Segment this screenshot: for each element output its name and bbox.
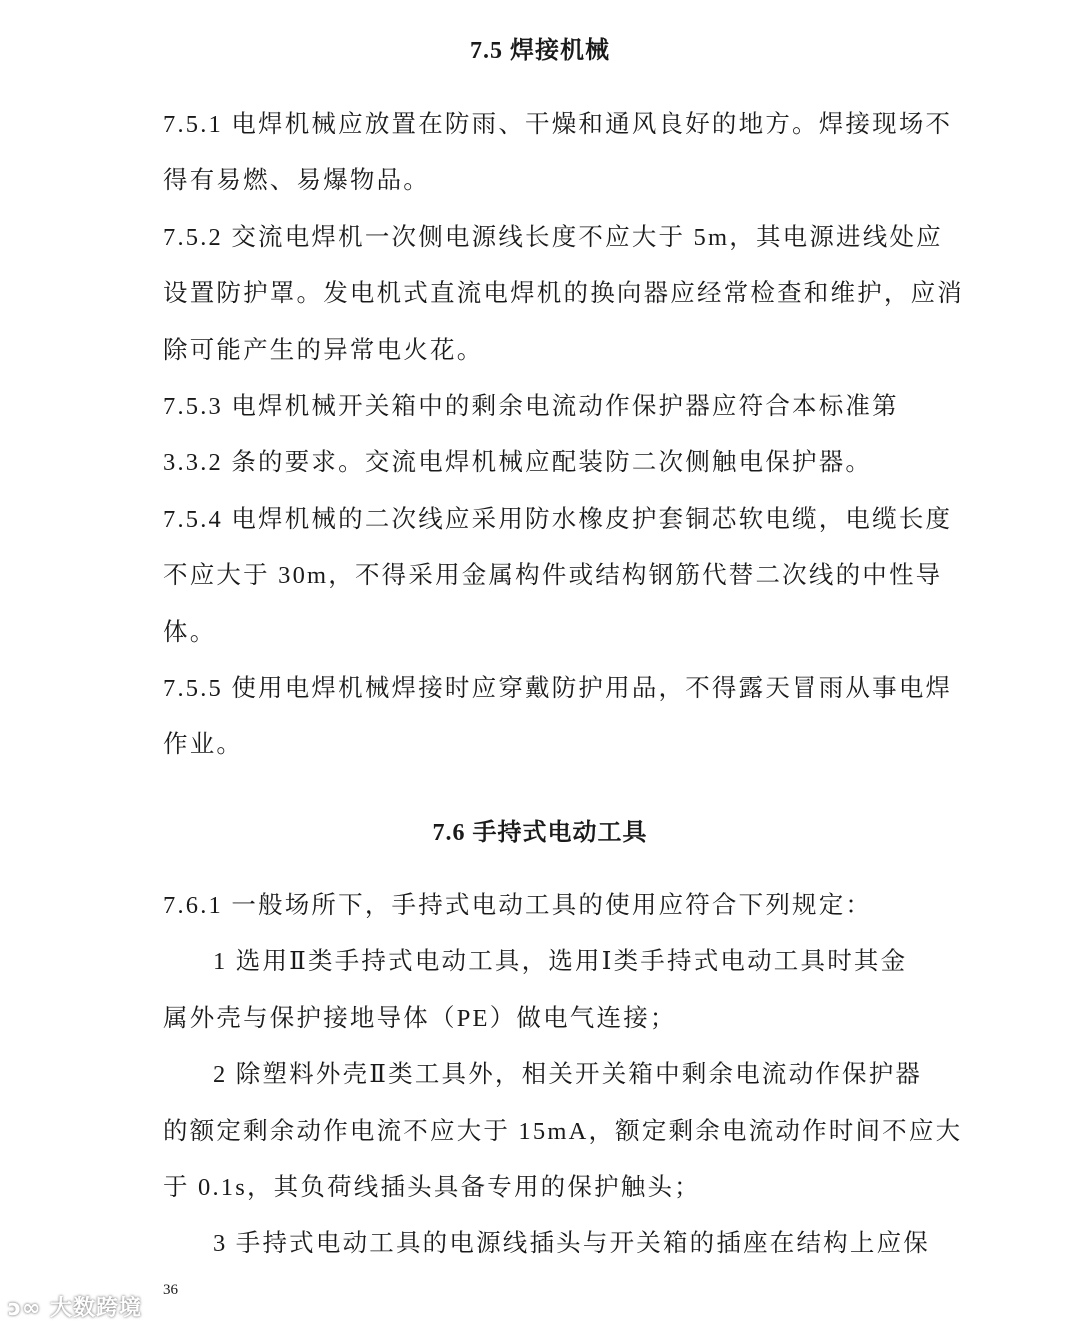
text-line: 3.3.2 条的要求。交流电焊机械应配装防二次侧触电保护器。	[163, 449, 873, 477]
text-line: 3 手持式电动工具的电源线插头与开关箱的插座在结构上应保	[213, 1230, 930, 1258]
text-line: 设置防护罩。发电机式直流电焊机的换向器应经常检查和维护，应消	[163, 280, 964, 308]
text-line: 7.5.4 电焊机械的二次线应采用防水橡皮护套铜芯软电缆，电缆长度	[163, 505, 953, 533]
text-line: 除可能产生的异常电火花。	[163, 336, 484, 364]
page-number: 36	[163, 1282, 178, 1298]
text-line: 7.6.1 一般场所下，手持式电动工具的使用应符合下列规定：	[163, 892, 873, 919]
watermark-text: 大数跨境	[50, 1296, 143, 1321]
text-line: 7.5.3 电焊机械开关箱中的剩余电流动作保护器应符合本标准第	[163, 393, 899, 420]
text-line: 2 除塑料外壳Ⅱ类工具外，相关开关箱中剩余电流动作保护器	[213, 1061, 923, 1089]
text-line: 的额定剩余动作电流不应大于 15mA，额定剩余电流动作时间不应大	[163, 1117, 963, 1145]
watermark-mark-icon: ↄ∞	[8, 1296, 51, 1321]
text-line: 1 选用Ⅱ类手持式电动工具，选用Ⅰ类手持式电动工具时其金	[213, 948, 908, 976]
text-line: 7.5.5 使用电焊机械焊接时应穿戴防护用品，不得露天冒雨从事电焊	[163, 675, 953, 702]
watermark-logo	[8, 1291, 142, 1322]
text-line: 作业。	[163, 731, 244, 759]
text-line: 得有易燃、易爆物品。	[163, 167, 430, 195]
text-line: 7.5.1 电焊机械应放置在防雨、干燥和通风良好的地方。焊接现场不	[163, 111, 953, 138]
text-line: 于 0.1s，其负荷线插头具备专用的保护触头；	[163, 1174, 701, 1201]
text-line: 不应大于 30m，不得采用金属构件或结构钢筋代替二次线的中性导	[163, 562, 943, 590]
section-heading-7-5: 7.5 焊接机械	[470, 38, 610, 64]
text-line: 体。	[163, 618, 217, 646]
section-heading-7-6: 7.6 手持式电动工具	[432, 820, 648, 846]
text-line: 属外壳与保护接地导体（PE）做电气连接；	[163, 1004, 677, 1032]
text-line: 7.5.2 交流电焊机一次侧电源线长度不应大于 5m，其电源进线处应	[163, 223, 943, 251]
